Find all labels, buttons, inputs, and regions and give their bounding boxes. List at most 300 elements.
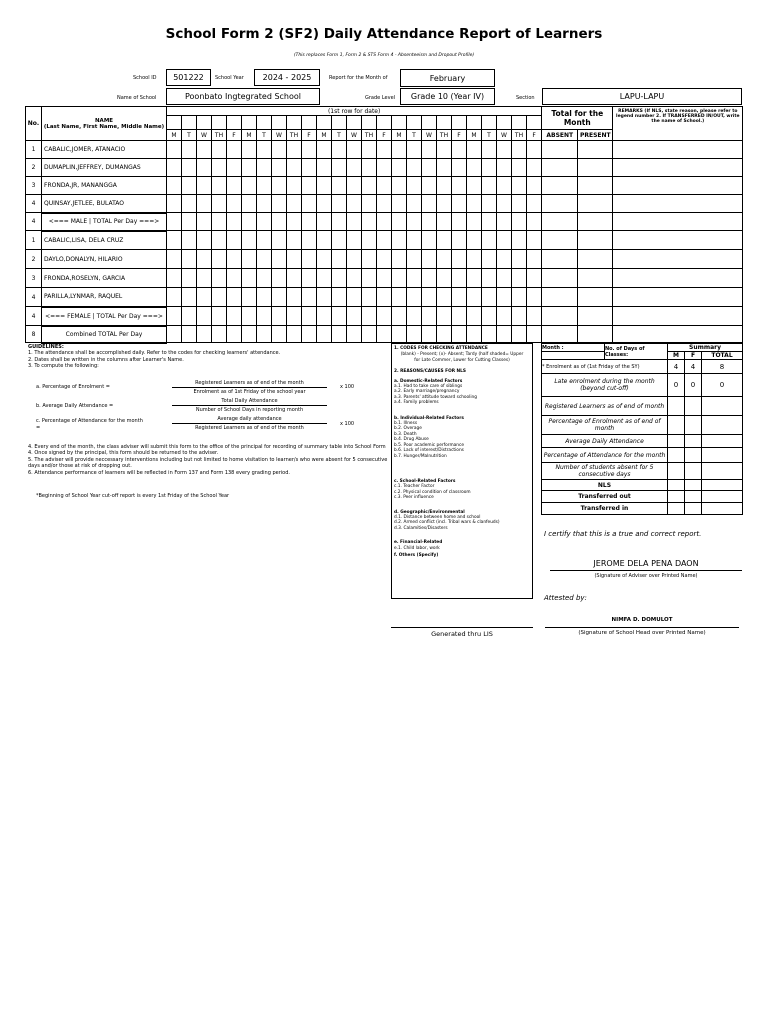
- attendance-cell[interactable]: [407, 213, 422, 231]
- attendance-cell[interactable]: [257, 231, 272, 250]
- attendance-cell[interactable]: [272, 288, 287, 307]
- attendance-cell[interactable]: [332, 213, 347, 231]
- attendance-cell[interactable]: [167, 250, 182, 269]
- attendance-cell[interactable]: [377, 177, 392, 195]
- attendance-cell[interactable]: [407, 307, 422, 326]
- attendance-cell[interactable]: [257, 307, 272, 326]
- remarks-cell[interactable]: [613, 231, 743, 250]
- attendance-cell[interactable]: [182, 231, 197, 250]
- attendance-cell[interactable]: [422, 307, 437, 326]
- attendance-cell[interactable]: [392, 250, 407, 269]
- attendance-cell[interactable]: [347, 177, 362, 195]
- attendance-cell[interactable]: [302, 231, 317, 250]
- attendance-cell[interactable]: [272, 141, 287, 159]
- attendance-cell[interactable]: [167, 177, 182, 195]
- attendance-cell[interactable]: [287, 159, 302, 177]
- attendance-cell[interactable]: [407, 231, 422, 250]
- attendance-cell[interactable]: [512, 288, 527, 307]
- attendance-cell[interactable]: [347, 326, 362, 343]
- attendance-cell[interactable]: [227, 326, 242, 343]
- attendance-cell[interactable]: [392, 213, 407, 231]
- attendance-cell[interactable]: [362, 231, 377, 250]
- attendance-cell[interactable]: [317, 213, 332, 231]
- attendance-cell[interactable]: [227, 307, 242, 326]
- attendance-cell[interactable]: [377, 159, 392, 177]
- attendance-cell[interactable]: [377, 141, 392, 159]
- attendance-cell[interactable]: [302, 288, 317, 307]
- attendance-cell[interactable]: [377, 307, 392, 326]
- attendance-cell[interactable]: [227, 141, 242, 159]
- attendance-cell[interactable]: [527, 269, 542, 288]
- attendance-cell[interactable]: [452, 269, 467, 288]
- attendance-cell[interactable]: [482, 288, 497, 307]
- attendance-cell[interactable]: [272, 250, 287, 269]
- attendance-cell[interactable]: [332, 250, 347, 269]
- remarks-cell[interactable]: [613, 177, 743, 195]
- attendance-cell[interactable]: [272, 195, 287, 213]
- date-cell[interactable]: [512, 116, 527, 130]
- attendance-cell[interactable]: [317, 159, 332, 177]
- attendance-cell[interactable]: [467, 307, 482, 326]
- attendance-cell[interactable]: [362, 213, 377, 231]
- attendance-cell[interactable]: [332, 269, 347, 288]
- attendance-cell[interactable]: [467, 213, 482, 231]
- attendance-cell[interactable]: [437, 307, 452, 326]
- attendance-cell[interactable]: [347, 288, 362, 307]
- remarks-cell[interactable]: [613, 307, 743, 326]
- attendance-cell[interactable]: [347, 141, 362, 159]
- attendance-cell[interactable]: [212, 307, 227, 326]
- attendance-cell[interactable]: [482, 159, 497, 177]
- attendance-cell[interactable]: [482, 195, 497, 213]
- attendance-cell[interactable]: [302, 159, 317, 177]
- attendance-cell[interactable]: [257, 141, 272, 159]
- attendance-cell[interactable]: [497, 231, 512, 250]
- attendance-cell[interactable]: [542, 288, 578, 307]
- attendance-cell[interactable]: [317, 307, 332, 326]
- attendance-cell[interactable]: [578, 141, 613, 159]
- attendance-cell[interactable]: [437, 269, 452, 288]
- attendance-cell[interactable]: [578, 213, 613, 231]
- attendance-cell[interactable]: [272, 307, 287, 326]
- attendance-cell[interactable]: [497, 269, 512, 288]
- date-cell[interactable]: [362, 116, 377, 130]
- remarks-cell[interactable]: [613, 141, 743, 159]
- attendance-cell[interactable]: [212, 250, 227, 269]
- attendance-cell[interactable]: [392, 307, 407, 326]
- attendance-cell[interactable]: [542, 159, 578, 177]
- attendance-cell[interactable]: [287, 231, 302, 250]
- attendance-cell[interactable]: [377, 269, 392, 288]
- attendance-cell[interactable]: [302, 195, 317, 213]
- attendance-cell[interactable]: [332, 288, 347, 307]
- attendance-cell[interactable]: [302, 326, 317, 343]
- attendance-cell[interactable]: [182, 177, 197, 195]
- attendance-cell[interactable]: [497, 213, 512, 231]
- attendance-cell[interactable]: [242, 250, 257, 269]
- remarks-cell[interactable]: [613, 213, 743, 231]
- attendance-cell[interactable]: [527, 231, 542, 250]
- attendance-cell[interactable]: [578, 231, 613, 250]
- attendance-cell[interactable]: [287, 307, 302, 326]
- attendance-cell[interactable]: [272, 326, 287, 343]
- attendance-cell[interactable]: [182, 213, 197, 231]
- attendance-cell[interactable]: [578, 269, 613, 288]
- attendance-cell[interactable]: [467, 269, 482, 288]
- attendance-cell[interactable]: [167, 288, 182, 307]
- attendance-cell[interactable]: [212, 159, 227, 177]
- attendance-cell[interactable]: [392, 141, 407, 159]
- attendance-cell[interactable]: [182, 141, 197, 159]
- attendance-cell[interactable]: [512, 307, 527, 326]
- attendance-cell[interactable]: [422, 231, 437, 250]
- attendance-cell[interactable]: [317, 326, 332, 343]
- attendance-cell[interactable]: [392, 159, 407, 177]
- attendance-cell[interactable]: [272, 269, 287, 288]
- attendance-cell[interactable]: [512, 231, 527, 250]
- attendance-cell[interactable]: [242, 177, 257, 195]
- attendance-cell[interactable]: [392, 177, 407, 195]
- attendance-cell[interactable]: [542, 231, 578, 250]
- attendance-cell[interactable]: [512, 177, 527, 195]
- attendance-cell[interactable]: [362, 141, 377, 159]
- attendance-cell[interactable]: [167, 231, 182, 250]
- attendance-cell[interactable]: [317, 250, 332, 269]
- attendance-cell[interactable]: [317, 177, 332, 195]
- attendance-cell[interactable]: [362, 177, 377, 195]
- attendance-cell[interactable]: [167, 159, 182, 177]
- attendance-cell[interactable]: [302, 141, 317, 159]
- attendance-cell[interactable]: [362, 269, 377, 288]
- attendance-cell[interactable]: [392, 231, 407, 250]
- attendance-cell[interactable]: [227, 288, 242, 307]
- attendance-cell[interactable]: [317, 269, 332, 288]
- attendance-cell[interactable]: [317, 141, 332, 159]
- attendance-cell[interactable]: [227, 269, 242, 288]
- attendance-cell[interactable]: [212, 195, 227, 213]
- attendance-cell[interactable]: [287, 288, 302, 307]
- attendance-cell[interactable]: [197, 141, 212, 159]
- attendance-cell[interactable]: [302, 307, 317, 326]
- date-cell[interactable]: [392, 116, 407, 130]
- school-year-field[interactable]: 2024 - 2025: [254, 69, 320, 86]
- attendance-cell[interactable]: [452, 307, 467, 326]
- attendance-cell[interactable]: [467, 159, 482, 177]
- attendance-cell[interactable]: [512, 269, 527, 288]
- date-cell[interactable]: [242, 116, 257, 130]
- attendance-cell[interactable]: [332, 307, 347, 326]
- attendance-cell[interactable]: [407, 141, 422, 159]
- attendance-cell[interactable]: [167, 326, 182, 343]
- attendance-cell[interactable]: [197, 177, 212, 195]
- attendance-cell[interactable]: [452, 288, 467, 307]
- attendance-cell[interactable]: [212, 231, 227, 250]
- attendance-cell[interactable]: [287, 177, 302, 195]
- attendance-cell[interactable]: [407, 326, 422, 343]
- attendance-cell[interactable]: [347, 213, 362, 231]
- date-cell[interactable]: [227, 116, 242, 130]
- attendance-cell[interactable]: [287, 141, 302, 159]
- attendance-cell[interactable]: [242, 231, 257, 250]
- date-cell[interactable]: [497, 116, 512, 130]
- attendance-cell[interactable]: [257, 269, 272, 288]
- attendance-cell[interactable]: [182, 307, 197, 326]
- attendance-cell[interactable]: [422, 288, 437, 307]
- attendance-cell[interactable]: [497, 177, 512, 195]
- date-cell[interactable]: [422, 116, 437, 130]
- attendance-cell[interactable]: [362, 326, 377, 343]
- attendance-cell[interactable]: [347, 159, 362, 177]
- attendance-cell[interactable]: [437, 213, 452, 231]
- attendance-cell[interactable]: [242, 307, 257, 326]
- attendance-cell[interactable]: [542, 269, 578, 288]
- attendance-cell[interactable]: [272, 231, 287, 250]
- attendance-cell[interactable]: [242, 159, 257, 177]
- section-field[interactable]: LAPU-LAPU: [542, 88, 742, 105]
- attendance-cell[interactable]: [512, 195, 527, 213]
- date-cell[interactable]: [332, 116, 347, 130]
- attendance-cell[interactable]: [422, 250, 437, 269]
- attendance-cell[interactable]: [482, 141, 497, 159]
- attendance-cell[interactable]: [197, 195, 212, 213]
- attendance-cell[interactable]: [392, 288, 407, 307]
- attendance-cell[interactable]: [377, 195, 392, 213]
- grade-field[interactable]: Grade 10 (Year IV): [400, 88, 495, 105]
- attendance-cell[interactable]: [332, 177, 347, 195]
- attendance-cell[interactable]: [482, 307, 497, 326]
- attendance-cell[interactable]: [257, 195, 272, 213]
- attendance-cell[interactable]: [437, 177, 452, 195]
- attendance-cell[interactable]: [347, 269, 362, 288]
- attendance-cell[interactable]: [452, 195, 467, 213]
- attendance-cell[interactable]: [227, 159, 242, 177]
- attendance-cell[interactable]: [467, 250, 482, 269]
- attendance-cell[interactable]: [197, 326, 212, 343]
- date-cell[interactable]: [452, 116, 467, 130]
- attendance-cell[interactable]: [212, 269, 227, 288]
- attendance-cell[interactable]: [542, 250, 578, 269]
- attendance-cell[interactable]: [212, 288, 227, 307]
- date-cell[interactable]: [347, 116, 362, 130]
- attendance-cell[interactable]: [497, 141, 512, 159]
- attendance-cell[interactable]: [347, 195, 362, 213]
- attendance-cell[interactable]: [377, 288, 392, 307]
- attendance-cell[interactable]: [542, 326, 578, 343]
- attendance-cell[interactable]: [317, 288, 332, 307]
- attendance-cell[interactable]: [227, 213, 242, 231]
- attendance-cell[interactable]: [227, 177, 242, 195]
- attendance-cell[interactable]: [422, 141, 437, 159]
- attendance-cell[interactable]: [212, 213, 227, 231]
- date-cell[interactable]: [527, 116, 542, 130]
- attendance-cell[interactable]: [422, 213, 437, 231]
- attendance-cell[interactable]: [362, 195, 377, 213]
- attendance-cell[interactable]: [182, 269, 197, 288]
- attendance-cell[interactable]: [362, 288, 377, 307]
- attendance-cell[interactable]: [182, 159, 197, 177]
- attendance-cell[interactable]: [197, 307, 212, 326]
- attendance-cell[interactable]: [452, 159, 467, 177]
- attendance-cell[interactable]: [527, 307, 542, 326]
- attendance-cell[interactable]: [362, 159, 377, 177]
- date-cell[interactable]: [272, 116, 287, 130]
- attendance-cell[interactable]: [167, 195, 182, 213]
- attendance-cell[interactable]: [287, 269, 302, 288]
- attendance-cell[interactable]: [242, 213, 257, 231]
- attendance-cell[interactable]: [197, 213, 212, 231]
- school-name-field[interactable]: Poonbato Ingtegrated School: [166, 88, 320, 105]
- attendance-cell[interactable]: [242, 141, 257, 159]
- attendance-cell[interactable]: [167, 141, 182, 159]
- attendance-cell[interactable]: [467, 231, 482, 250]
- attendance-cell[interactable]: [242, 195, 257, 213]
- attendance-cell[interactable]: [407, 177, 422, 195]
- attendance-cell[interactable]: [182, 326, 197, 343]
- attendance-cell[interactable]: [578, 159, 613, 177]
- attendance-cell[interactable]: [437, 159, 452, 177]
- date-cell[interactable]: [437, 116, 452, 130]
- attendance-cell[interactable]: [482, 326, 497, 343]
- date-cell[interactable]: [182, 116, 197, 130]
- attendance-cell[interactable]: [482, 231, 497, 250]
- date-cell[interactable]: [257, 116, 272, 130]
- attendance-cell[interactable]: [437, 326, 452, 343]
- attendance-cell[interactable]: [377, 231, 392, 250]
- attendance-cell[interactable]: [287, 195, 302, 213]
- attendance-cell[interactable]: [437, 195, 452, 213]
- attendance-cell[interactable]: [452, 250, 467, 269]
- attendance-cell[interactable]: [212, 141, 227, 159]
- attendance-cell[interactable]: [512, 159, 527, 177]
- attendance-cell[interactable]: [512, 326, 527, 343]
- attendance-cell[interactable]: [527, 250, 542, 269]
- attendance-cell[interactable]: [182, 288, 197, 307]
- attendance-cell[interactable]: [197, 288, 212, 307]
- attendance-cell[interactable]: [257, 326, 272, 343]
- attendance-cell[interactable]: [578, 195, 613, 213]
- remarks-cell[interactable]: [613, 159, 743, 177]
- attendance-cell[interactable]: [437, 231, 452, 250]
- attendance-cell[interactable]: [257, 213, 272, 231]
- attendance-cell[interactable]: [212, 177, 227, 195]
- attendance-cell[interactable]: [272, 213, 287, 231]
- attendance-cell[interactable]: [512, 213, 527, 231]
- attendance-cell[interactable]: [482, 177, 497, 195]
- attendance-cell[interactable]: [527, 288, 542, 307]
- attendance-cell[interactable]: [332, 159, 347, 177]
- attendance-cell[interactable]: [332, 141, 347, 159]
- attendance-cell[interactable]: [542, 213, 578, 231]
- attendance-cell[interactable]: [482, 269, 497, 288]
- attendance-cell[interactable]: [407, 159, 422, 177]
- date-cell[interactable]: [377, 116, 392, 130]
- date-cell[interactable]: [317, 116, 332, 130]
- attendance-cell[interactable]: [197, 250, 212, 269]
- attendance-cell[interactable]: [227, 250, 242, 269]
- attendance-cell[interactable]: [452, 141, 467, 159]
- attendance-cell[interactable]: [347, 250, 362, 269]
- date-cell[interactable]: [482, 116, 497, 130]
- attendance-cell[interactable]: [227, 231, 242, 250]
- attendance-cell[interactable]: [257, 288, 272, 307]
- attendance-cell[interactable]: [578, 326, 613, 343]
- attendance-cell[interactable]: [287, 250, 302, 269]
- attendance-cell[interactable]: [422, 195, 437, 213]
- attendance-cell[interactable]: [497, 288, 512, 307]
- attendance-cell[interactable]: [377, 250, 392, 269]
- date-cell[interactable]: [197, 116, 212, 130]
- attendance-cell[interactable]: [578, 307, 613, 326]
- attendance-cell[interactable]: [287, 213, 302, 231]
- attendance-cell[interactable]: [542, 195, 578, 213]
- attendance-cell[interactable]: [452, 231, 467, 250]
- attendance-cell[interactable]: [452, 213, 467, 231]
- attendance-cell[interactable]: [512, 250, 527, 269]
- attendance-cell[interactable]: [407, 269, 422, 288]
- attendance-cell[interactable]: [377, 213, 392, 231]
- attendance-cell[interactable]: [437, 250, 452, 269]
- attendance-cell[interactable]: [452, 326, 467, 343]
- attendance-cell[interactable]: [467, 177, 482, 195]
- attendance-cell[interactable]: [437, 141, 452, 159]
- attendance-cell[interactable]: [527, 177, 542, 195]
- date-cell[interactable]: [287, 116, 302, 130]
- attendance-cell[interactable]: [407, 250, 422, 269]
- attendance-cell[interactable]: [242, 269, 257, 288]
- attendance-cell[interactable]: [362, 250, 377, 269]
- attendance-cell[interactable]: [422, 269, 437, 288]
- attendance-cell[interactable]: [422, 326, 437, 343]
- attendance-cell[interactable]: [272, 177, 287, 195]
- attendance-cell[interactable]: [422, 159, 437, 177]
- attendance-cell[interactable]: [257, 159, 272, 177]
- date-cell[interactable]: [167, 116, 182, 130]
- attendance-cell[interactable]: [362, 307, 377, 326]
- attendance-cell[interactable]: [167, 269, 182, 288]
- attendance-cell[interactable]: [257, 177, 272, 195]
- month-field[interactable]: February: [400, 69, 495, 87]
- attendance-cell[interactable]: [242, 326, 257, 343]
- attendance-cell[interactable]: [407, 195, 422, 213]
- date-cell[interactable]: [302, 116, 317, 130]
- attendance-cell[interactable]: [302, 269, 317, 288]
- attendance-cell[interactable]: [332, 195, 347, 213]
- attendance-cell[interactable]: [542, 307, 578, 326]
- attendance-cell[interactable]: [527, 326, 542, 343]
- attendance-cell[interactable]: [347, 307, 362, 326]
- attendance-cell[interactable]: [317, 231, 332, 250]
- remarks-cell[interactable]: [613, 269, 743, 288]
- attendance-cell[interactable]: [512, 141, 527, 159]
- attendance-cell[interactable]: [167, 213, 182, 231]
- attendance-cell[interactable]: [197, 231, 212, 250]
- attendance-cell[interactable]: [182, 195, 197, 213]
- attendance-cell[interactable]: [227, 195, 242, 213]
- remarks-cell[interactable]: [613, 326, 743, 343]
- attendance-cell[interactable]: [482, 250, 497, 269]
- attendance-cell[interactable]: [197, 159, 212, 177]
- remarks-cell[interactable]: [613, 250, 743, 269]
- attendance-cell[interactable]: [467, 195, 482, 213]
- attendance-cell[interactable]: [392, 195, 407, 213]
- attendance-cell[interactable]: [482, 213, 497, 231]
- attendance-cell[interactable]: [422, 177, 437, 195]
- attendance-cell[interactable]: [287, 326, 302, 343]
- remarks-cell[interactable]: [613, 288, 743, 307]
- attendance-cell[interactable]: [302, 177, 317, 195]
- remarks-cell[interactable]: [613, 195, 743, 213]
- attendance-cell[interactable]: [332, 326, 347, 343]
